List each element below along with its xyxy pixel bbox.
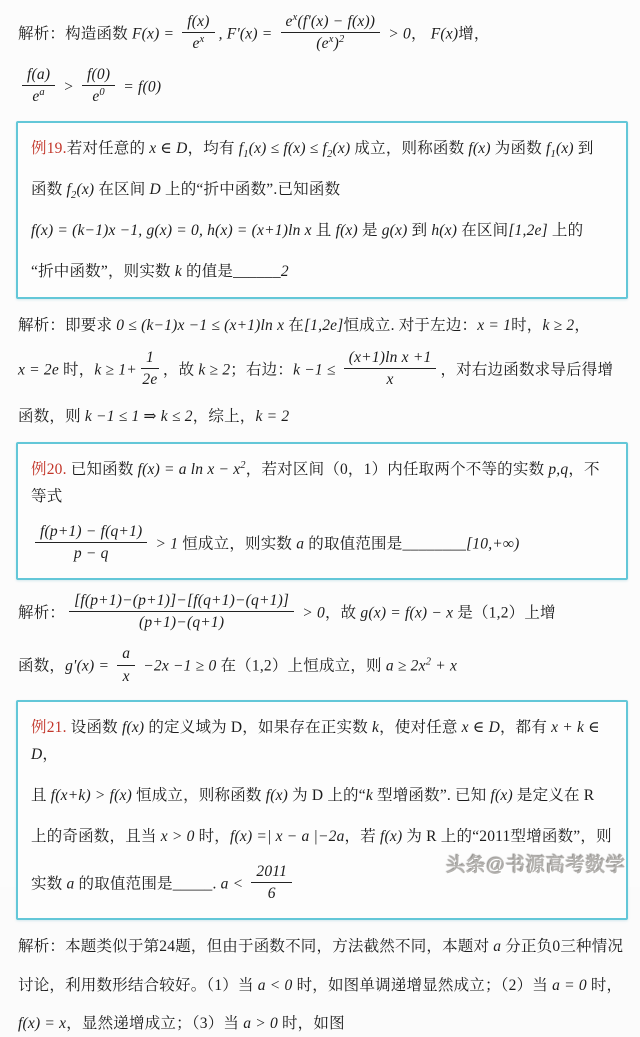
fraction-denominator — [182, 33, 214, 54]
text-segment: 解析： — [18, 604, 66, 622]
math-segment: −2x −1 ≥ 0 — [139, 658, 217, 676]
text-segment: 解析：构造函数 — [18, 25, 132, 43]
text-segment: 函数，则 — [18, 408, 85, 426]
math-segment: = f(0) — [119, 78, 162, 96]
text-segment: 时， — [58, 361, 95, 379]
analysis-example21 — [18, 933, 626, 1036]
math-segment: x ∈ D — [461, 718, 500, 736]
math-segment: [10,+∞) — [466, 535, 520, 553]
text-segment: 的取值范围是_____. — [74, 875, 221, 893]
math-segment: (x) ≤ f(x) ≤ f — [248, 139, 328, 157]
math-segment: p,q — [548, 460, 569, 478]
fraction — [251, 862, 292, 904]
math-segment: f(0) — [87, 66, 111, 84]
math-segment: e — [92, 88, 100, 106]
fraction — [69, 591, 294, 633]
analysis-example19 — [18, 312, 626, 431]
text-line — [18, 350, 626, 392]
superscript: 2 — [425, 656, 432, 668]
text-segment: 到 — [407, 221, 432, 239]
text-segment: 在区间 — [457, 221, 509, 239]
text-line — [18, 933, 626, 960]
superscript: 0 — [99, 87, 105, 99]
text-segment: 分正负0三种情况 — [501, 938, 624, 956]
text-segment: 在区间 — [94, 180, 150, 198]
fraction-numerator — [344, 348, 437, 369]
math-segment: f — [66, 180, 71, 198]
math-segment: k −1 ≤ 1 ⇒ k ≤ 2 — [84, 408, 193, 426]
math-segment: k ≥ 2 — [542, 317, 575, 335]
fraction-denominator — [344, 369, 437, 390]
superscript: 2 — [338, 33, 345, 45]
text-segment: 时，如图 — [277, 1014, 345, 1032]
text-segment: 的取值范围是________ — [304, 535, 467, 553]
math-segment: ) — [333, 35, 339, 53]
math-segment: x — [122, 667, 130, 685]
subscript: 1 — [243, 148, 249, 160]
text-segment: ，对右边函数求导后得增 — [440, 361, 614, 379]
math-segment: f(x) — [380, 828, 403, 846]
example19-box — [16, 121, 628, 300]
fraction-numerator — [182, 12, 214, 33]
math-segment: 6 — [267, 885, 276, 903]
text-segment: 恒成立，则实数 — [178, 535, 297, 553]
text-segment: 为 D 上的“ — [288, 786, 366, 804]
text-segment: 是（1,2）上增 — [453, 604, 556, 622]
fraction-numerator — [117, 644, 135, 665]
text-segment: 且 — [311, 221, 336, 239]
text-segment: 恒成立. 对于左边： — [343, 317, 478, 335]
example20-box — [16, 442, 628, 581]
math-segment: e — [285, 13, 293, 30]
text-segment: 时， — [194, 828, 231, 846]
text-segment: ，不等式 — [31, 460, 600, 505]
text-segment: 成立，则称函数 — [350, 139, 469, 157]
fraction-denominator — [82, 86, 115, 107]
text-segment: 为函数 — [490, 139, 546, 157]
fraction — [82, 65, 115, 107]
math-segment: p − q — [73, 544, 109, 562]
text-line — [31, 135, 614, 162]
text-line — [31, 782, 614, 809]
math-segment: f(a) — [27, 66, 51, 84]
math-segment: k −1 ≤ — [293, 361, 340, 379]
math-segment: 0 ≤ (k−1)x −1 ≤ (x+1)ln x — [116, 317, 285, 335]
fraction — [281, 12, 381, 54]
math-segment: x = 1 — [477, 317, 512, 335]
text-segment: ，故 — [162, 361, 199, 379]
subscript: 2 — [71, 189, 77, 201]
text-line — [18, 403, 626, 430]
text-line — [31, 456, 614, 510]
math-segment: > 1 — [151, 535, 179, 553]
math-segment: g'(x) = — [65, 658, 114, 676]
math-segment: x + k ∈ D — [31, 718, 600, 763]
text-segment: 讨论，利用数形结合较好。（1）当 — [18, 976, 258, 994]
math-segment: 2e — [142, 371, 158, 389]
superscript: x — [328, 33, 334, 45]
math-segment: a < 0 — [257, 976, 293, 994]
math-segment: k — [174, 262, 182, 280]
text-line — [18, 646, 626, 688]
text-line — [31, 217, 614, 244]
fraction-denominator — [22, 86, 55, 107]
math-segment: x > 0 — [160, 828, 195, 846]
text-segment: ，故 — [324, 604, 361, 622]
text-line — [31, 258, 614, 285]
text-line — [18, 11, 626, 56]
example-label: 例21. — [31, 718, 67, 736]
text-segment: 时， — [586, 976, 623, 994]
math-segment: g(x) — [381, 221, 408, 239]
math-segment: g(x) = f(x) − x — [360, 604, 454, 622]
text-line — [18, 1010, 626, 1037]
text-line — [18, 972, 626, 999]
math-segment: a — [66, 875, 75, 893]
text-segment: 解析：即要求 — [18, 317, 117, 335]
superscript: x — [292, 11, 298, 23]
math-segment: e — [192, 35, 200, 53]
math-segment: k ≥ 1+ — [94, 361, 137, 379]
text-segment: 在（1,2）上恒成立，则 — [216, 658, 386, 676]
math-segment: + x — [431, 658, 458, 676]
text-segment: 函数 — [31, 180, 67, 198]
math-segment: 2011 — [256, 863, 288, 881]
math-segment: f(p+1) − f(q+1) — [40, 522, 143, 540]
text-segment: 的定义域为 D，如果存在正实数 — [144, 718, 372, 736]
math-segment: a — [296, 535, 305, 553]
math-segment: [1,2e] — [303, 317, 344, 335]
fraction — [182, 12, 214, 54]
math-segment: (x) — [76, 180, 95, 198]
fraction-numerator — [35, 522, 147, 543]
fraction — [117, 644, 135, 686]
fraction-denominator — [141, 369, 159, 390]
fraction-numerator — [69, 591, 294, 612]
math-segment: (e — [316, 35, 329, 53]
text-segment: 时， — [511, 317, 543, 335]
text-line — [18, 593, 626, 635]
document-body — [16, 11, 628, 1037]
text-line — [31, 524, 614, 566]
math-segment: 2 — [280, 262, 289, 280]
fraction-denominator — [251, 883, 292, 904]
math-segment: F(x) = — [131, 25, 179, 43]
math-segment: k = 2 — [255, 408, 290, 426]
math-segment: k ≥ 2 — [198, 361, 231, 379]
fraction-denominator — [281, 33, 381, 54]
text-segment: 的值是______ — [181, 262, 281, 280]
example21-box — [16, 700, 628, 921]
math-segment: x ∈ D — [149, 139, 188, 157]
text-segment: 上的 — [547, 221, 584, 239]
example-label: 例20. — [31, 460, 67, 478]
text-segment: 恒成立，则称函数 — [131, 786, 266, 804]
math-segment: f(x) — [187, 13, 210, 30]
math-segment: f(x+k) > f(x) — [50, 786, 132, 804]
fraction-numerator — [22, 65, 55, 86]
math-segment: f(x) — [121, 718, 145, 736]
text-segment: ，综上， — [192, 408, 256, 426]
math-segment: [f(p+1)−(p+1)]−[f(q+1)−(q+1)] — [74, 592, 290, 610]
text-line — [18, 312, 626, 339]
fraction-numerator — [281, 12, 381, 33]
math-segment: (p+1)−(q+1) — [139, 614, 225, 632]
text-segment: ，若对区间（0，1）内任取两个不等的实数 — [245, 460, 549, 478]
fraction — [22, 65, 55, 107]
math-segment: > 0 — [298, 604, 325, 622]
text-segment: ；右边： — [230, 361, 294, 379]
text-segment: ，若 — [344, 828, 381, 846]
math-segment: a — [122, 645, 131, 663]
math-segment: e — [32, 88, 40, 106]
math-segment: (x) — [555, 139, 574, 157]
math-segment: x — [386, 371, 394, 389]
math-segment: D — [149, 180, 161, 198]
fraction-denominator — [69, 612, 294, 633]
math-segment: (x) — [332, 139, 351, 157]
math-segment: a — [493, 938, 502, 956]
text-segment: ，使对任意 — [379, 718, 462, 736]
text-segment: ， — [574, 317, 591, 335]
text-segment: 函数， — [18, 658, 66, 676]
math-segment: f(x) = a ln x − x — [137, 460, 241, 478]
analysis-example20 — [18, 593, 626, 689]
subscript: 2 — [327, 148, 333, 160]
text-segment: 型增函数”. 已知 — [372, 786, 491, 804]
math-segment: 1 — [145, 349, 154, 367]
text-segment: ， — [42, 745, 59, 763]
fraction — [344, 348, 437, 390]
text-segment: ，显然递增成立；（3）当 — [66, 1014, 244, 1032]
text-segment: 增， — [458, 25, 490, 43]
text-segment: 时，如图单调递增显然成立；（2）当 — [292, 976, 553, 994]
text-line — [31, 823, 614, 850]
math-segment: a > 0 — [243, 1014, 278, 1032]
math-segment: f(x) — [335, 221, 358, 239]
math-segment: k — [365, 786, 373, 804]
math-segment: a ≥ 2x — [385, 658, 426, 676]
math-segment: f(x) — [468, 139, 491, 157]
fraction-numerator — [141, 348, 159, 369]
text-segment: “折中函数”，则实数 — [31, 262, 175, 280]
text-segment: 为 R 上的“2011型增函数”，则 — [402, 828, 612, 846]
fraction — [35, 522, 147, 564]
example-label: 例19. — [31, 139, 67, 157]
math-segment: k — [372, 718, 380, 736]
text-segment: ， — [410, 25, 431, 43]
text-segment: 实数 — [31, 875, 67, 893]
fraction-denominator — [117, 666, 135, 687]
fraction-denominator — [35, 543, 147, 564]
superscript: a — [39, 87, 45, 99]
text-segment: 已知函数 — [66, 460, 138, 478]
text-line — [31, 176, 614, 203]
text-segment: 若对任意的 — [66, 139, 150, 157]
text-segment: 是定义在 R — [512, 786, 595, 804]
math-segment: [1,2e] — [508, 221, 548, 239]
fraction — [141, 348, 159, 390]
analysis-example18 — [18, 11, 626, 110]
math-segment: f — [546, 139, 551, 157]
math-segment: a < — [220, 875, 248, 893]
math-segment: (f'(x) − f(x)) — [297, 13, 376, 30]
subscript: 1 — [550, 148, 556, 160]
text-segment: 到 — [573, 139, 594, 157]
math-segment: > 0 — [384, 25, 411, 43]
math-segment: f(x) — [490, 786, 513, 804]
text-segment: 解析：本题类似于第24题，但由于函数不同，方法截然不同，本题对 — [18, 938, 494, 956]
text-segment: ，都有 — [499, 718, 552, 736]
text-segment: 上的“折中函数”.已知函数 — [160, 180, 341, 198]
math-segment: > — [59, 78, 78, 96]
watermark: 头条@书源高考数学 — [446, 855, 626, 876]
text-segment: ，均有 — [187, 139, 239, 157]
text-line — [18, 67, 626, 109]
text-segment: 在 — [284, 317, 304, 335]
math-segment: h(x) — [431, 221, 458, 239]
superscript: 2 — [240, 459, 246, 471]
text-line — [31, 714, 614, 768]
math-segment: x = 2e — [18, 361, 59, 379]
text-segment: 设函数 — [66, 718, 122, 736]
fraction-numerator — [251, 862, 292, 883]
math-segment: (x+1)ln x +1 — [348, 349, 432, 367]
math-segment: f(x) =| x − a |−2a — [230, 828, 345, 846]
text-segment: 是 — [357, 221, 382, 239]
fraction-numerator — [82, 65, 115, 86]
math-segment: a = 0 — [552, 976, 587, 994]
text-segment: 且 — [31, 786, 51, 804]
text-segment: 上的奇函数，且当 — [31, 828, 161, 846]
math-segment: f — [238, 139, 244, 157]
math-segment: , F'(x) = — [218, 25, 277, 43]
math-segment: f(x) — [265, 786, 289, 804]
math-segment: f(x) = x — [18, 1014, 67, 1032]
superscript: x — [199, 33, 205, 45]
math-segment: F(x) — [430, 25, 459, 43]
math-segment: f(x) = (k−1)x −1, g(x) = 0, h(x) = (x+1)ln x — [31, 221, 312, 239]
